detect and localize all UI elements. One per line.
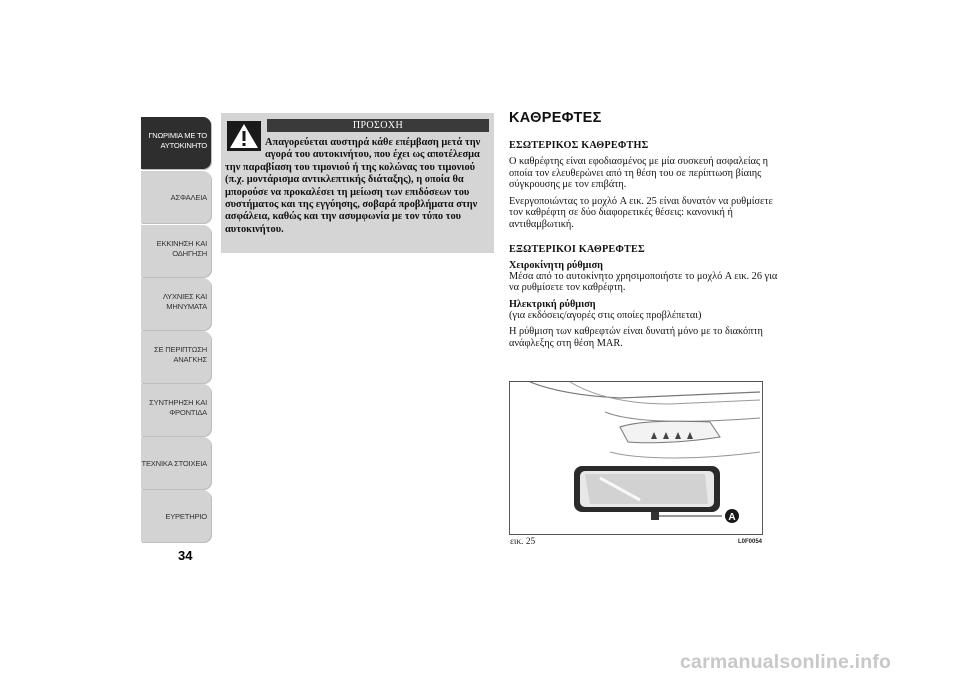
electric-adjust-heading: Ηλεκτρική ρύθμιση [509, 298, 596, 310]
tab-starting-driving[interactable] [141, 225, 211, 277]
tab-safety[interactable] [141, 171, 211, 223]
tab-label: ΤΕΧΝΙΚΑ ΣΤΟΙΧΕΙΑ [141, 459, 207, 468]
figure-caption: εικ. 25 [510, 537, 536, 547]
warning-header: ΠΡΟΣΟΧΗ [267, 119, 489, 132]
tab-label: ΣΥΝΤΗΡΗΣΗ ΚΑΙ ΦΡΟΝΤΙΔΑ [149, 398, 207, 417]
figure-code: L0F0054 [738, 539, 763, 545]
tab-label: ΑΣΦΑΛΕΙΑ [170, 193, 207, 202]
tab-getting-to-know-car[interactable] [141, 117, 211, 169]
page-number: 34 [178, 548, 193, 563]
electric-adjust-note: (για εκδόσεις/αγορές στις οποίες προβλέπεται) [509, 309, 702, 321]
warning-text: Απαγορεύεται αυστηρά κάθε επέμβαση μετά την αγορά του αυτοκινήτου, που έχει ως αποτέλεσμα την παραβίαση του τιμονιού ή της κολώνας του τιμονιού (π.χ. μοντάρισμα αντικλεπτικής διάταξης), η οποία θα μπορούσε να προκαλέσει τη μείωση των επιδόσεων του συστήματος και της εγγύησης, σοβαρά προβλήματα στην ασφάλεια, καθώς και την ασυμφωνία με τον τύπο του αυτοκινήτου. [225, 137, 481, 235]
tab-emergency[interactable] [141, 331, 211, 383]
tab-label: ΛΥΧΝΙΕΣ ΚΑΙ ΜΗΝΥΜΑΤΑ [162, 292, 207, 311]
tab-index[interactable] [141, 490, 211, 542]
callout-a-label: A [728, 512, 736, 523]
rear-view-mirror-drawing [510, 382, 762, 534]
interior-mirror-paragraph-1: Ο καθρέφτης είναι εφοδιασμένος με μία συσκευή ασφαλείας η οποία τον ελευθερώνει από τη θέση του σε περίπτωση βίαιης σύγκρουσης με τον επιβάτη. [509, 156, 769, 191]
tab-label: ΓΝΩΡΙΜΙΑ ΜΕ ΤΟ ΑΥΤΟΚΙΝΗΤΟ [148, 131, 207, 150]
watermark: carmanualsonline.info [680, 651, 892, 673]
tab-label: ΣΕ ΠΕΡΙΠΤΩΣΗ ΑΝΑΓΚΗΣ [153, 345, 207, 364]
tab-label: ΕΥΡΕΤΗΡΙΟ [165, 512, 207, 521]
tab-technical-data[interactable] [141, 437, 211, 489]
warning-text-block [225, 137, 489, 236]
section-title: ΚΑΘΡΕΦΤΕΣ [509, 110, 602, 126]
manual-adjust-heading: Χειροκίνητη ρύθμιση [509, 259, 603, 271]
main-content [509, 110, 789, 355]
interior-mirror-heading: ΕΣΩΤΕΡΙΚΟΣ ΚΑΘΡΕΦΤΗΣ [509, 140, 649, 151]
interior-mirror-paragraph-2: Ενεργοποιώντας το μοχλό A εικ. 25 είναι δυνατόν να ρυθμίσετε τον καθρέφτη σε δύο διαφορετικές θέσεις: κανονική ή αντιθαμβωτική. [509, 195, 773, 230]
electric-adjust-text: Η ρύθμιση των καθρεφτών είναι δυνατή μόνο με το διακόπτη ανάφλεξης στη θέση MAR. [509, 326, 763, 349]
exterior-mirrors-heading: ΕΞΩΤΕΡΙΚΟΙ ΚΑΘΡΕΦΤΕΣ [509, 243, 645, 255]
manual-adjust-text: Μέσα από το αυτοκίνητο χρησιμοποιήστε το μοχλό A εικ. 26 για να ρυθμίσετε τον καθρέφτη. [509, 270, 778, 294]
warning-box [221, 113, 494, 253]
figure-mirror-illustration [509, 381, 763, 535]
tab-label: ΕΚΚΙΝΗΣΗ ΚΑΙ ΟΔΗΓΗΣΗ [156, 239, 207, 258]
tab-maintenance[interactable] [141, 384, 211, 436]
tab-lights-messages[interactable] [141, 278, 211, 330]
